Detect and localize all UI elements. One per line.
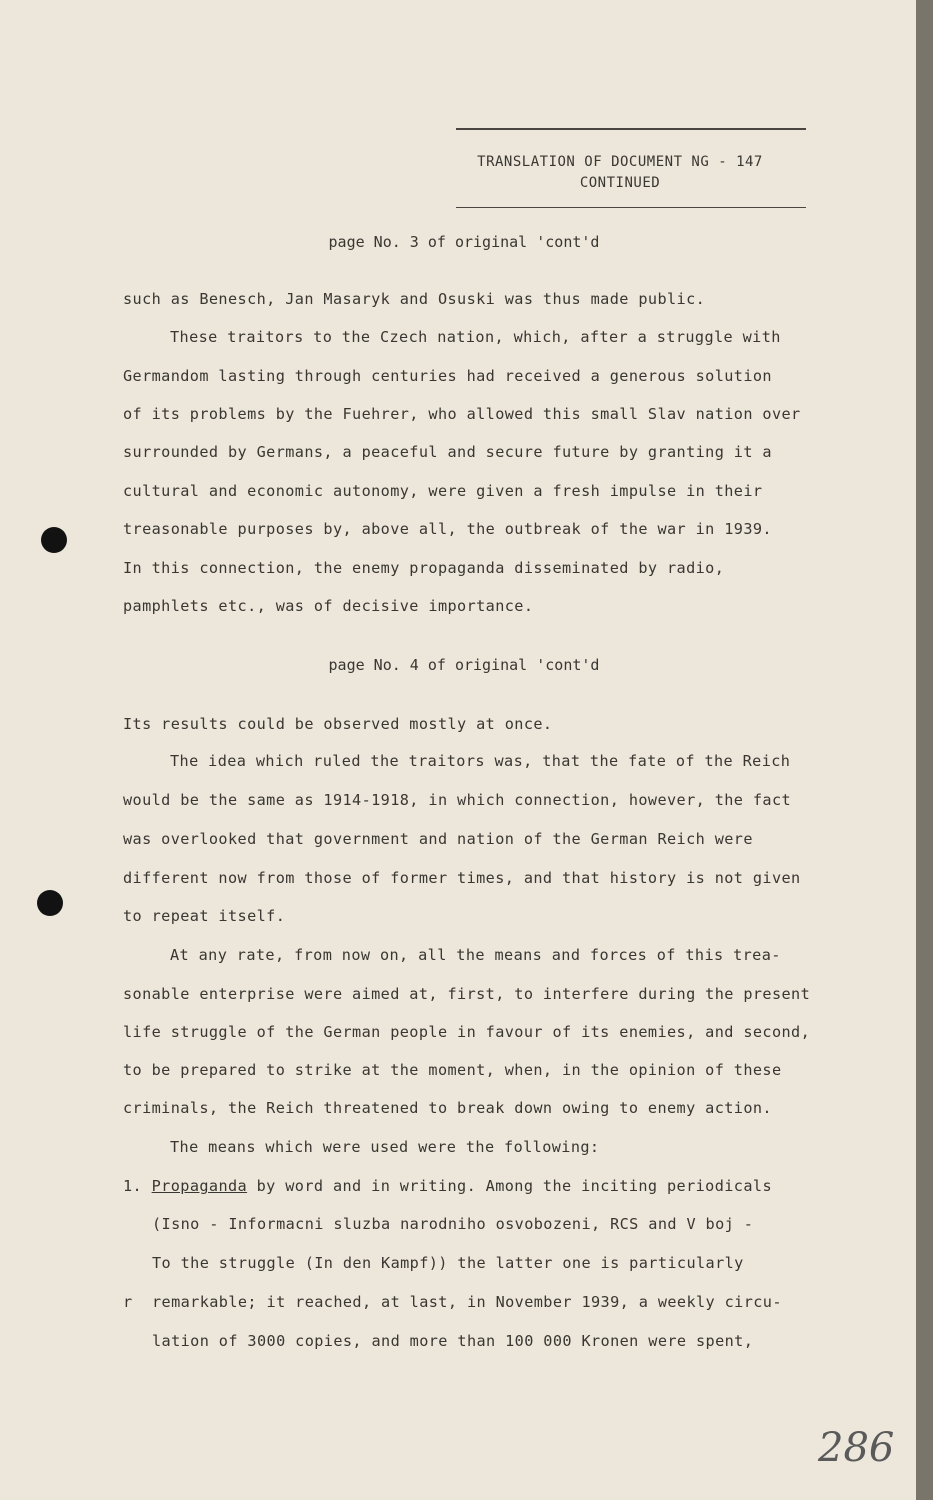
text-line: criminals, the Reich threatened to break down owing to enemy action. <box>123 1099 772 1117</box>
text-line: To the struggle (In den Kampf)) the latter one is particularly <box>152 1254 744 1272</box>
text-line: was overlooked that government and nation of the German Reich were <box>123 830 753 848</box>
text-line: life struggle of the German people in favour of its enemies, and second, <box>123 1023 811 1041</box>
list-item-1 <box>123 1177 772 1195</box>
handwritten-page-number: 286 <box>818 1425 895 1471</box>
header-top-rule <box>456 128 806 130</box>
text-line: to be prepared to strike at the moment, when, in the opinion of these <box>123 1061 782 1079</box>
list-number: 1. <box>123 1177 143 1195</box>
text-line: The idea which ruled the traitors was, that the fate of the Reich <box>170 752 791 770</box>
text-line: remarkable; it reached, at last, in November 1939, a weekly circu- <box>152 1293 782 1311</box>
text-line: different now from those of former times, and that history is not given <box>123 869 801 887</box>
text-line: These traitors to the Czech nation, which, after a struggle with <box>170 328 781 346</box>
page-edge <box>916 0 933 1500</box>
punch-hole <box>37 890 63 916</box>
text-line: At any rate, from now on, all the means and forces of this trea- <box>170 946 781 964</box>
text-line: Germandom lasting through centuries had received a generous solution <box>123 367 772 385</box>
text-line: Its results could be observed mostly at once. <box>123 715 553 733</box>
text-line: to repeat itself. <box>123 907 286 925</box>
header-bottom-rule <box>456 207 806 208</box>
text-line: (Isno - Informacni sluzba narodniho osvobozeni, RCS and V boj - <box>152 1215 754 1233</box>
header-subtitle: CONTINUED <box>579 175 661 191</box>
text-line: such as Benesch, Jan Masaryk and Osuski was thus made public. <box>123 290 706 308</box>
text-line: lation of 3000 copies, and more than 100 000 Kronen were spent, <box>152 1332 754 1350</box>
punch-hole <box>41 527 67 553</box>
margin-letter: r <box>123 1293 133 1311</box>
text-line: cultural and economic autonomy, were given a fresh impulse in their <box>123 482 763 500</box>
text-line: sonable enterprise were aimed at, first, to interfere during the present <box>123 985 811 1003</box>
text-line: The means which were used were the following: <box>170 1138 600 1156</box>
text-line: treasonable purposes by, above all, the outbreak of the war in 1939. <box>123 520 772 538</box>
list-item-title: Propaganda <box>151 1177 248 1195</box>
text-line: of its problems by the Fuehrer, who allowed this small Slav nation over <box>123 405 801 423</box>
text-line: In this connection, the enemy propaganda disseminated by radio, <box>123 559 725 577</box>
text-line: would be the same as 1914-1918, in which connection, however, the fact <box>123 791 792 809</box>
text-line: pamphlets etc., was of decisive importance. <box>123 597 534 615</box>
text-line: surrounded by Germans, a peaceful and secure future by granting it a <box>123 443 772 461</box>
list-item-text: by word and in writing. Among the inciting periodicals <box>256 1177 772 1195</box>
page-heading-3: page No. 3 of original 'cont'd <box>328 233 600 251</box>
page-heading-4: page No. 4 of original 'cont'd <box>328 656 600 674</box>
header-title: TRANSLATION OF DOCUMENT NG - 147 <box>477 154 763 170</box>
